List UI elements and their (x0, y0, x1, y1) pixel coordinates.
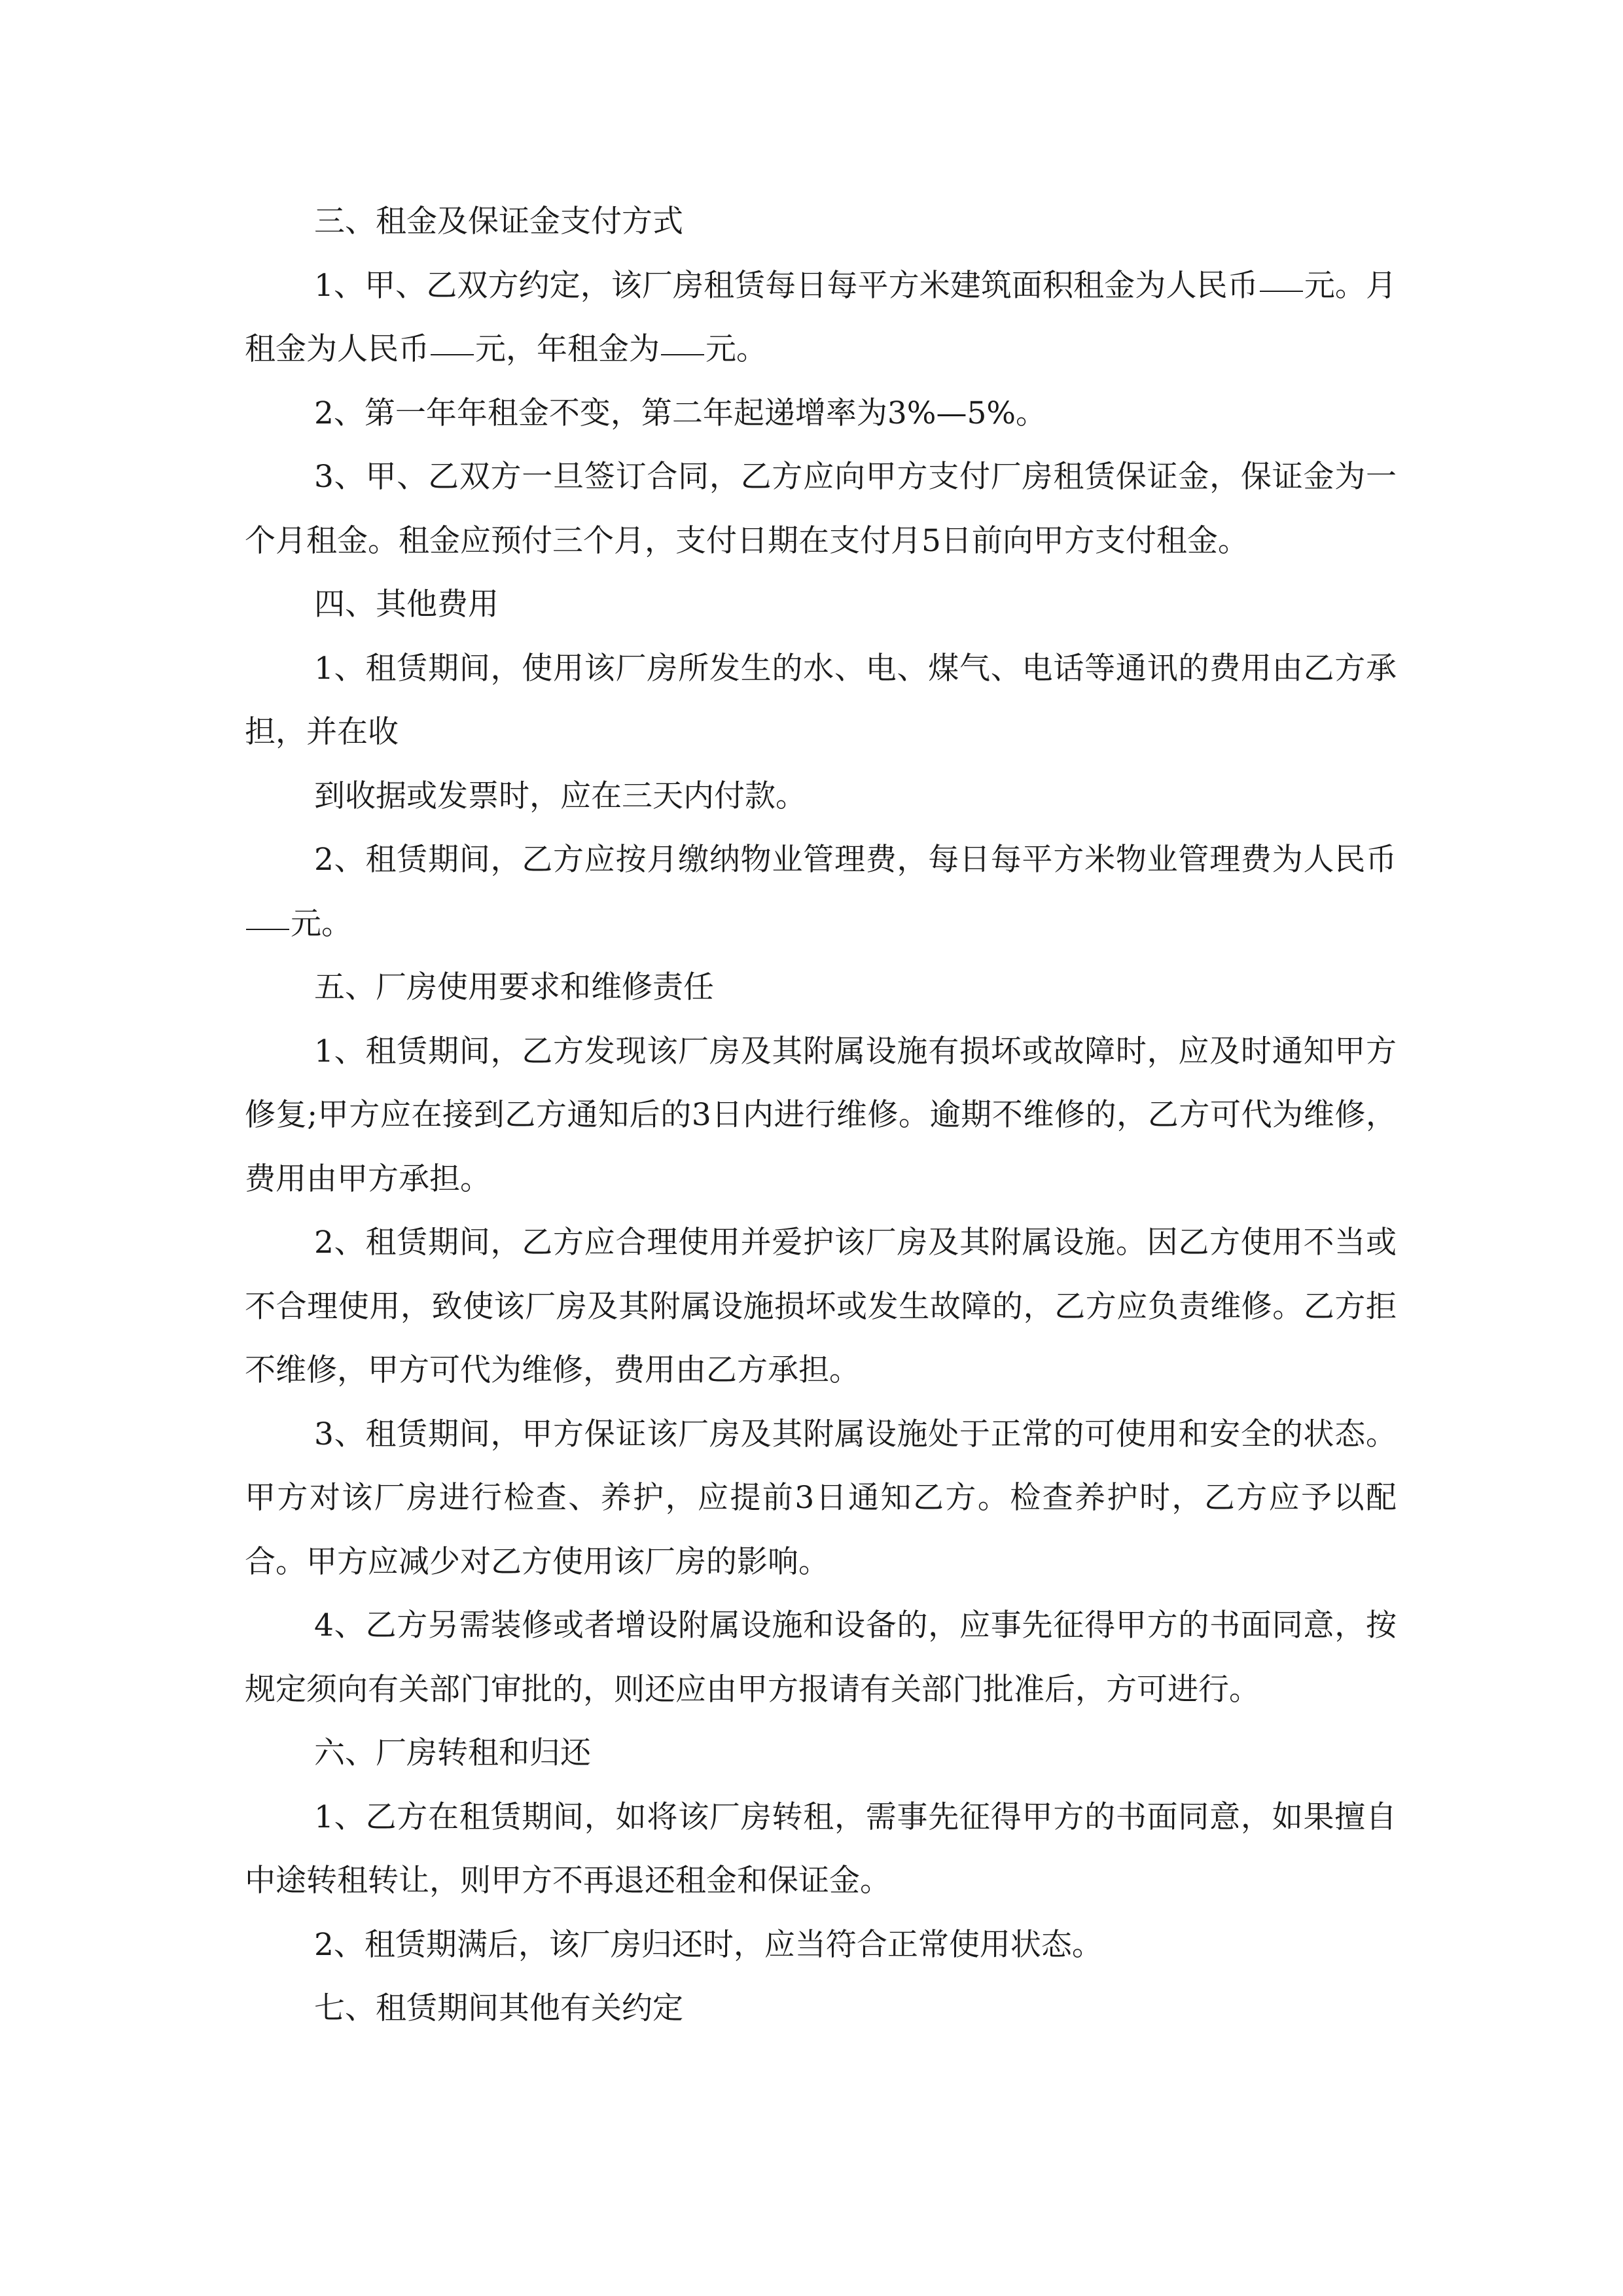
clause-6-2: 2、租赁期满后，该厂房归还时，应当符合正常使用状态。 (314, 1926, 1103, 1963)
clause-text: 元。月租金为人民币 (245, 267, 1397, 367)
section-heading-sublease-return: 六、厂房转租和归还 (314, 1735, 591, 1771)
blank-field (246, 901, 289, 929)
document-body (245, 190, 1397, 2041)
section-heading-usage-maintenance: 五、厂房使用要求和维修责任 (314, 969, 714, 1005)
section-heading-rent-payment: 三、租金及保证金支付方式 (314, 204, 683, 240)
clause-3-1-rent-amount (245, 254, 1397, 382)
clause-4-1-continued: 到收据或发票时，应在三天内付款。 (314, 778, 806, 814)
blank-field (431, 327, 474, 355)
clause-5-2: 2、租赁期间，乙方应合理使用并爱护该厂房及其附属设施。因乙方使用不当或不合理使用，致使该厂房及其附属设施损坏或发生故障的，乙方应负责维修。乙方拒不维修，甲方可代为维修，费用由乙方承担。 (245, 1225, 1397, 1388)
clause-4-2-property-fee (245, 828, 1397, 956)
clause-text: 2、租赁期间，乙方应按月缴纳物业管理费，每日每平方米物业管理费为人民币 (314, 842, 1397, 878)
clause-6-1: 1、乙方在租赁期间，如将该厂房转租，需事先征得甲方的书面同意，如果擅自中途转租转让，则甲方不再退还租金和保证金。 (245, 1799, 1397, 1899)
clause-text: 元，年租金为 (475, 331, 660, 367)
clause-4-1-utilities: 1、租赁期间，使用该厂房所发生的水、电、煤气、电话等通讯的费用由乙方承担，并在收 (245, 650, 1397, 750)
section-heading-other-fees: 四、其他费用 (314, 586, 499, 622)
clause-text: 1、甲、乙双方约定，该厂房租赁每日每平方米建筑面积租金为人民币 (314, 267, 1258, 304)
clause-3-2-increase-rate: 2、第一年年租金不变，第二年起递增率为3%—5%。 (314, 395, 1047, 431)
blank-field (661, 327, 704, 355)
section-heading-other-agreements: 七、租赁期间其他有关约定 (314, 1990, 683, 2026)
clause-text: 元。 (705, 331, 767, 367)
clause-5-3: 3、租赁期间，甲方保证该厂房及其附属设施处于正常的可使用和安全的状态。甲方对该厂房进行检查、养护，应提前3日通知乙方。检查养护时，乙方应予以配合。甲方应减少对乙方使用该厂房的影响。 (245, 1416, 1397, 1580)
clause-5-1: 1、租赁期间，乙方发现该厂房及其附属设施有损坏或故障时，应及时通知甲方修复;甲方应在接到乙方通知后的3日内进行维修。逾期不维修的，乙方可代为维修，费用由甲方承担。 (245, 1033, 1397, 1197)
clause-5-4: 4、乙方另需装修或者增设附属设施和设备的，应事先征得甲方的书面同意，按规定须向有关部门审批的，则还应由甲方报请有关部门批准后，方可进行。 (245, 1607, 1397, 1708)
clause-3-3-deposit: 3、甲、乙双方一旦签订合同，乙方应向甲方支付厂房租赁保证金，保证金为一个月租金。租金应预付三个月，支付日期在支付月5日前向甲方支付租金。 (245, 459, 1397, 559)
blank-field (1260, 262, 1303, 291)
clause-text: 元。 (291, 905, 352, 942)
